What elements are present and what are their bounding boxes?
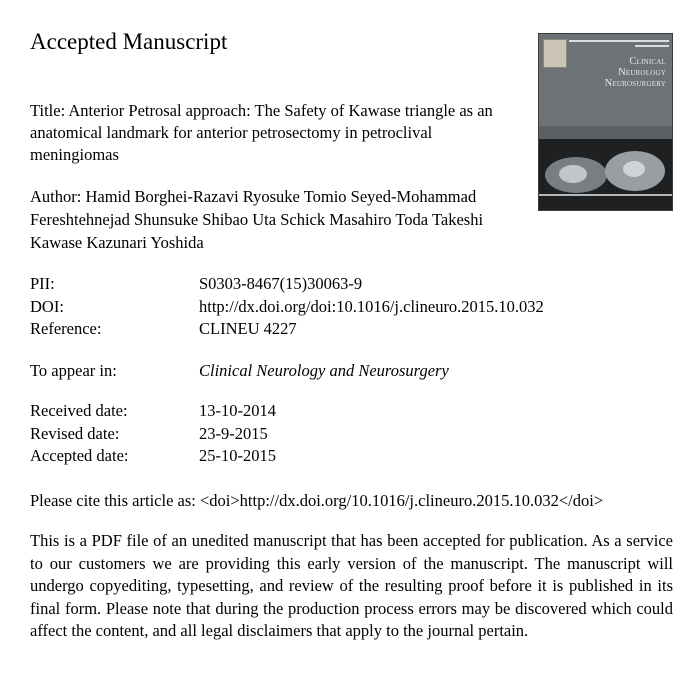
page-heading: Accepted Manuscript xyxy=(30,29,228,54)
date-row-received xyxy=(30,400,670,423)
appear-label: To appear in: xyxy=(30,361,117,380)
journal-name: Clinical Neurology and Neurosurgery xyxy=(199,361,449,380)
identifier-row-reference xyxy=(30,318,670,341)
revised-value: 23-9-2015 xyxy=(199,423,268,443)
received-label: Received date: xyxy=(30,401,128,420)
identifier-row-doi xyxy=(30,296,670,319)
date-row-accepted xyxy=(30,445,670,468)
accepted-value: 25-10-2015 xyxy=(199,446,276,465)
reference-label: Reference: xyxy=(30,319,102,338)
pii-value: S0303-8467(15)30063-9 xyxy=(199,274,363,293)
scan-shape xyxy=(559,165,587,183)
cover-header-line-second xyxy=(635,45,669,47)
pii-label: PII: xyxy=(30,274,55,293)
dates-block xyxy=(30,400,670,468)
accepted-label: Accepted date: xyxy=(30,446,129,465)
reference-value: CLINEU 4227 xyxy=(199,319,297,338)
identifier-block xyxy=(30,273,670,341)
cover-scan-image xyxy=(539,139,672,211)
doi-label: DOI: xyxy=(30,296,64,316)
cover-title-line-2: Neurology xyxy=(618,67,666,78)
cover-title-line-3: Neurosurgery xyxy=(604,78,666,89)
revised-label: Revised date: xyxy=(30,423,120,443)
received-value: 13-10-2014 xyxy=(199,401,276,420)
cover-journal-title xyxy=(605,56,666,89)
article-title: Title: Anterior Petrosal approach: The Safety of Kawase triangle as an anatomical landmark for anterior petrosectomy in petroclival meningiomas xyxy=(30,101,493,164)
scan-shape xyxy=(623,161,645,177)
date-row-revised xyxy=(30,423,670,446)
appear-row xyxy=(30,360,670,383)
article-authors: Author: Hamid Borghei-Razavi Ryosuke Tomio Seyed-Mohammad Fereshtehnejad Shunsuke Shibao Uta Schick Masahiro Toda Takeshi Kawase Kazunari Yoshida xyxy=(30,187,484,252)
appear-block xyxy=(30,360,670,383)
scan-line xyxy=(539,194,672,196)
cover-header-line xyxy=(569,40,669,42)
publisher-logo-icon xyxy=(543,39,567,68)
manuscript-notice: This is a PDF file of an unedited manuscript that has been accepted for publication. As a service to our customers we are providing this early version of the manuscript. The manuscript will undergo copyediting, typesetting, and review of the resulting proof before it is published in its final form. Please note that during the production process errors may be discovered which could affect the content, and all legal disclaimers that apply to the journal pertain. xyxy=(30,531,673,641)
citation-line: Please cite this article as: <doi>http://dx.doi.org/10.1016/j.clineuro.2015.10.032</doi> xyxy=(30,491,604,510)
doi-value: http://dx.doi.org/doi:10.1016/j.clineuro.2015.10.032 xyxy=(199,296,544,316)
identifier-row-pii xyxy=(30,273,670,296)
cover-title-line-1: Clinical xyxy=(629,56,666,67)
journal-cover xyxy=(538,33,673,211)
